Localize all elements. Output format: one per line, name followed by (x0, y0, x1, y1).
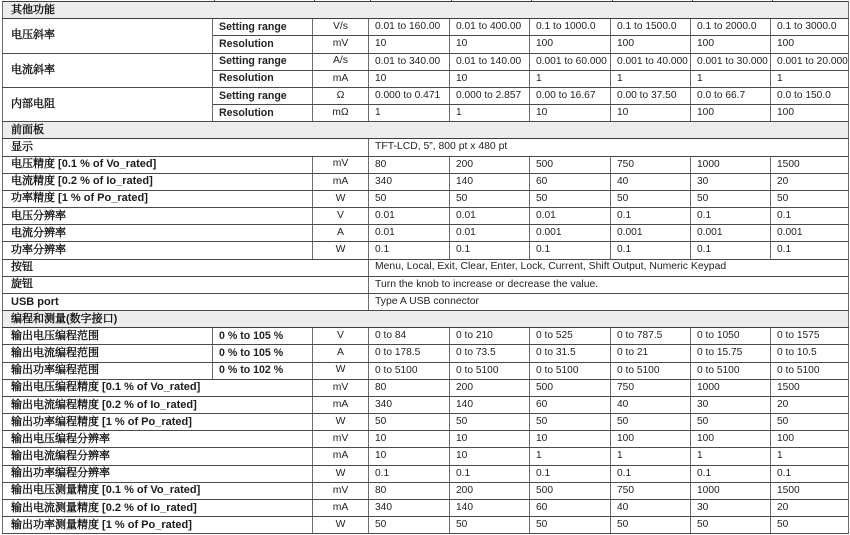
spec-value: 100 (691, 431, 771, 448)
spec-range-percent: 0 % to 105 % (213, 328, 313, 345)
spec-value: 10 (450, 431, 530, 448)
spec-label: 输出电压测量精度 [0.1 % of Vo_rated] (3, 482, 313, 499)
spec-row (3, 139, 849, 156)
spec-value: 0.1 to 2000.0 (691, 19, 771, 36)
spec-value: 50 (369, 414, 450, 431)
spec-value: 0.01 (450, 208, 530, 225)
spec-value: 30 (691, 499, 771, 516)
spec-row (3, 19, 849, 36)
spec-label: 按钮 (3, 259, 369, 276)
spec-value: 50 (450, 517, 530, 534)
spec-row (3, 431, 849, 448)
spec-value: 0.001 to 60.000 (530, 53, 611, 70)
spec-label: 输出功率测量精度 [1 % of Po_rated] (3, 517, 313, 534)
spec-label: 电流分辨率 (3, 225, 313, 242)
spec-value: 0.01 (530, 208, 611, 225)
spec-value: 0 to 1575 (771, 328, 849, 345)
spec-value: 10 (369, 36, 450, 53)
spec-value: 100 (771, 431, 849, 448)
spec-value: 30 (691, 173, 771, 190)
spec-value: 30 (691, 396, 771, 413)
spec-row (3, 87, 849, 104)
spec-value: 100 (691, 36, 771, 53)
spec-unit: V/s (313, 19, 369, 36)
spec-value: 40 (611, 396, 691, 413)
spec-value: 10 (530, 431, 611, 448)
section-header-row (3, 122, 849, 139)
spec-unit: mA (313, 448, 369, 465)
spec-value: 10 (369, 448, 450, 465)
spec-value: 50 (691, 190, 771, 207)
spec-value: 0.001 to 30.000 (691, 53, 771, 70)
spec-value: 0.01 to 140.00 (450, 53, 530, 70)
spec-value: 1000 (691, 379, 771, 396)
spec-value: 0 to 178.5 (369, 345, 450, 362)
spec-value: 80 (369, 156, 450, 173)
spec-value: 0.001 to 40.000 (611, 53, 691, 70)
spec-value: 0.01 (369, 225, 450, 242)
spec-value: 0.1 to 3000.0 (771, 19, 849, 36)
spec-unit: W (313, 465, 369, 482)
spec-label: 内部电阻 (3, 87, 213, 121)
spec-value: 10 (611, 105, 691, 122)
spec-value: 140 (450, 396, 530, 413)
spec-row (3, 345, 849, 362)
spec-value: 0 to 73.5 (450, 345, 530, 362)
spec-value: 40 (611, 499, 691, 516)
spec-row (3, 173, 849, 190)
spec-value: 1500 (771, 156, 849, 173)
spec-label: 旋钮 (3, 276, 369, 293)
spec-value: 80 (369, 379, 450, 396)
spec-value: 50 (691, 517, 771, 534)
section-header-row (3, 311, 849, 328)
spec-value: 1 (771, 70, 849, 87)
spec-text-value: TFT-LCD, 5”, 800 pt x 480 pt (369, 139, 849, 156)
spec-value: 100 (771, 105, 849, 122)
spec-label: 功率分辨率 (3, 242, 313, 259)
spec-value: 1500 (771, 482, 849, 499)
spec-value: 80 (369, 482, 450, 499)
spec-value: 0.1 (530, 242, 611, 259)
spec-unit: mA (313, 396, 369, 413)
spec-value: 0.00 to 16.67 (530, 87, 611, 104)
spec-value: 0.000 to 0.471 (369, 87, 450, 104)
spec-value: 40 (611, 173, 691, 190)
spec-value: 0 to 84 (369, 328, 450, 345)
spec-value: 0.001 (530, 225, 611, 242)
spec-value: 1 (611, 448, 691, 465)
spec-value: 750 (611, 482, 691, 499)
spec-value: 0.1 (771, 242, 849, 259)
spec-unit: W (313, 414, 369, 431)
spec-value: 750 (611, 379, 691, 396)
spec-row (3, 208, 849, 225)
spec-unit: mV (313, 431, 369, 448)
section-title: 其他功能 (3, 2, 849, 19)
spec-label: 输出电压编程范围 (3, 328, 213, 345)
spec-label: 输出电压编程精度 [0.1 % of Vo_rated] (3, 379, 313, 396)
spec-value: 0.1 (691, 208, 771, 225)
spec-unit: A/s (313, 53, 369, 70)
spec-value: 50 (530, 414, 611, 431)
spec-value: 340 (369, 173, 450, 190)
spec-value: 0 to 5100 (450, 362, 530, 379)
spec-unit: mA (313, 70, 369, 87)
spec-subtype: Setting range (213, 53, 313, 70)
spec-range-percent: 0 % to 102 % (213, 362, 313, 379)
spec-value: 200 (450, 156, 530, 173)
spec-value: 10 (450, 448, 530, 465)
spec-value: 0.1 (771, 208, 849, 225)
spec-value: 0.01 to 340.00 (369, 53, 450, 70)
spec-value: 0.001 (691, 225, 771, 242)
spec-value: 500 (530, 482, 611, 499)
spec-value: 20 (771, 396, 849, 413)
spec-row (3, 53, 849, 70)
spec-value: 0 to 787.5 (611, 328, 691, 345)
spec-label: 电流精度 [0.2 % of Io_rated] (3, 173, 313, 190)
spec-unit: A (313, 225, 369, 242)
spec-label: 输出功率编程分辨率 (3, 465, 313, 482)
spec-unit: mA (313, 173, 369, 190)
spec-value: 60 (530, 499, 611, 516)
spec-value: 0.1 (450, 242, 530, 259)
spec-value: 0.01 (369, 208, 450, 225)
spec-value: 0.1 (530, 465, 611, 482)
spec-value: 0 to 210 (450, 328, 530, 345)
spec-value: 1 (771, 448, 849, 465)
spec-unit: mV (313, 36, 369, 53)
spec-unit: V (313, 208, 369, 225)
spec-row (3, 242, 849, 259)
section-title: 编程和测量(数字接口) (3, 311, 849, 328)
spec-value: 10 (450, 36, 530, 53)
spec-subtype: Setting range (213, 87, 313, 104)
spec-value: 1 (369, 105, 450, 122)
spec-value: 20 (771, 499, 849, 516)
spec-subtype: Resolution (213, 70, 313, 87)
spec-value: 1500 (771, 379, 849, 396)
spec-value: 0 to 15.75 (691, 345, 771, 362)
spec-value: 1000 (691, 482, 771, 499)
spec-value: 140 (450, 499, 530, 516)
spec-value: 100 (611, 431, 691, 448)
spec-value: 0.01 to 160.00 (369, 19, 450, 36)
spec-subtype: Resolution (213, 105, 313, 122)
spec-unit: W (313, 190, 369, 207)
spec-label: 输出功率编程范围 (3, 362, 213, 379)
spec-value: 0.01 to 400.00 (450, 19, 530, 36)
spec-value: 1 (691, 70, 771, 87)
spec-unit: V (313, 328, 369, 345)
spec-unit: W (313, 517, 369, 534)
spec-value: 10 (369, 431, 450, 448)
spec-row (3, 225, 849, 242)
spec-value: 100 (691, 105, 771, 122)
spec-value: 50 (530, 190, 611, 207)
spec-row (3, 190, 849, 207)
spec-row (3, 396, 849, 413)
spec-label: 输出电流测量精度 [0.2 % of Io_rated] (3, 499, 313, 516)
spec-value: 0.0 to 150.0 (771, 87, 849, 104)
spec-value: 100 (611, 36, 691, 53)
spec-value: 20 (771, 173, 849, 190)
spec-value: 100 (771, 36, 849, 53)
spec-value: 50 (771, 190, 849, 207)
spec-value: 1 (530, 70, 611, 87)
spec-unit: mV (313, 156, 369, 173)
spec-row (3, 156, 849, 173)
spec-label: 输出电压编程分辨率 (3, 431, 313, 448)
spec-value: 10 (450, 70, 530, 87)
spec-value: 0 to 10.5 (771, 345, 849, 362)
spec-value: 50 (611, 190, 691, 207)
spec-unit: mV (313, 482, 369, 499)
spec-unit: mV (313, 379, 369, 396)
spec-value: 0.0 to 66.7 (691, 87, 771, 104)
spec-text-value: Type A USB connector (369, 293, 849, 310)
spec-value: 200 (450, 482, 530, 499)
specification-table (2, 1, 849, 534)
spec-label: USB port (3, 293, 369, 310)
spec-row (3, 259, 849, 276)
spec-value: 0.1 (611, 242, 691, 259)
spec-value: 0.000 to 2.857 (450, 87, 530, 104)
spec-unit: Ω (313, 87, 369, 104)
spec-value: 10 (530, 105, 611, 122)
spec-value: 750 (611, 156, 691, 173)
spec-subtype: Setting range (213, 19, 313, 36)
section-title: 前面板 (3, 122, 849, 139)
spec-value: 500 (530, 379, 611, 396)
spec-label: 输出电流编程精度 [0.2 % of Io_rated] (3, 396, 313, 413)
spec-value: 0 to 525 (530, 328, 611, 345)
spec-unit: W (313, 362, 369, 379)
spec-value: 0.001 (771, 225, 849, 242)
spec-value: 50 (369, 190, 450, 207)
spec-row (3, 517, 849, 534)
spec-value: 0 to 31.5 (530, 345, 611, 362)
spec-value: 0.1 (691, 242, 771, 259)
spec-value: 50 (771, 517, 849, 534)
spec-label: 电流斜率 (3, 53, 213, 87)
spec-value: 0.1 (611, 465, 691, 482)
spec-value: 0.001 (611, 225, 691, 242)
spec-row (3, 276, 849, 293)
spec-value: 0.1 (369, 465, 450, 482)
spec-text-value: Turn the knob to increase or decrease the value. (369, 276, 849, 293)
spec-value: 100 (530, 36, 611, 53)
spec-row (3, 379, 849, 396)
spec-value: 340 (369, 396, 450, 413)
spec-text-value: Menu, Local, Exit, Clear, Enter, Lock, Current, Shift Output, Numeric Keypad (369, 259, 849, 276)
spec-row (3, 414, 849, 431)
spec-label: 显示 (3, 139, 369, 156)
spec-value: 50 (771, 414, 849, 431)
spec-label: 功率精度 [1 % of Po_rated] (3, 190, 313, 207)
spec-value: 10 (369, 70, 450, 87)
spec-value: 0.1 (691, 465, 771, 482)
spec-value: 0 to 5100 (611, 362, 691, 379)
spec-label: 输出功率编程精度 [1 % of Po_rated] (3, 414, 313, 431)
spec-value: 0.001 to 20.000 (771, 53, 849, 70)
spec-label: 电压分辨率 (3, 208, 313, 225)
spec-value: 0.01 (450, 225, 530, 242)
spec-value: 0.1 (369, 242, 450, 259)
spec-value: 0.1 to 1500.0 (611, 19, 691, 36)
spec-value: 1 (450, 105, 530, 122)
spec-value: 1000 (691, 156, 771, 173)
spec-value: 500 (530, 156, 611, 173)
spec-value: 0 to 5100 (771, 362, 849, 379)
spec-value: 140 (450, 173, 530, 190)
spec-row (3, 328, 849, 345)
spec-value: 60 (530, 173, 611, 190)
spec-value: 1 (611, 70, 691, 87)
spec-value: 50 (691, 414, 771, 431)
spec-unit: W (313, 242, 369, 259)
spec-value: 0.00 to 37.50 (611, 87, 691, 104)
spec-range-percent: 0 % to 105 % (213, 345, 313, 362)
spec-value: 50 (611, 414, 691, 431)
spec-value: 0 to 1050 (691, 328, 771, 345)
spec-value: 60 (530, 396, 611, 413)
spec-value: 340 (369, 499, 450, 516)
spec-value: 50 (450, 414, 530, 431)
spec-unit: A (313, 345, 369, 362)
spec-label: 输出电流编程分辨率 (3, 448, 313, 465)
section-header-row (3, 2, 849, 19)
spec-value: 50 (450, 190, 530, 207)
spec-subtype: Resolution (213, 36, 313, 53)
spec-value: 0.1 to 1000.0 (530, 19, 611, 36)
spec-value: 50 (530, 517, 611, 534)
spec-row (3, 499, 849, 516)
spec-unit: mA (313, 499, 369, 516)
spec-row (3, 482, 849, 499)
spec-row (3, 465, 849, 482)
spec-value: 0.1 (450, 465, 530, 482)
spec-value: 50 (369, 517, 450, 534)
spec-value: 50 (611, 517, 691, 534)
spec-value: 1 (691, 448, 771, 465)
spec-value: 0 to 5100 (530, 362, 611, 379)
spec-value: 0 to 5100 (369, 362, 450, 379)
spec-row (3, 362, 849, 379)
spec-row (3, 293, 849, 310)
spec-row (3, 448, 849, 465)
spec-label: 电压精度 [0.1 % of Vo_rated] (3, 156, 313, 173)
spec-value: 1 (530, 448, 611, 465)
spec-value: 0 to 5100 (691, 362, 771, 379)
spec-value: 0.1 (771, 465, 849, 482)
spec-label: 电压斜率 (3, 19, 213, 53)
spec-value: 200 (450, 379, 530, 396)
spec-value: 0.1 (611, 208, 691, 225)
spec-value: 0 to 21 (611, 345, 691, 362)
spec-unit: mΩ (313, 105, 369, 122)
spec-label: 输出电流编程范围 (3, 345, 213, 362)
